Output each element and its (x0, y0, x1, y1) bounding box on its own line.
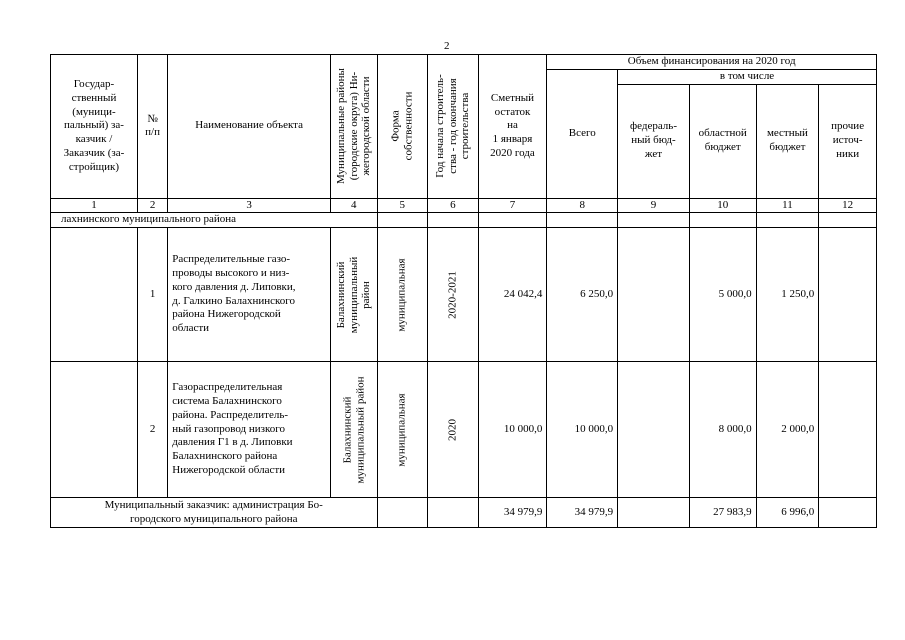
table-row (51, 362, 877, 498)
summary-federal (618, 498, 690, 528)
row-number: 2 (137, 362, 167, 498)
header-local: местный бюджет (756, 84, 819, 198)
header-years: Год начала строитель- ства - год окончания строительства (428, 55, 479, 199)
summary-estimate: 34 979,9 (478, 498, 547, 528)
regional-amount: 8 000,0 (689, 362, 756, 498)
section-title: лахнинского муниципального района (51, 213, 378, 228)
district: Балахнинский муниципальный район (331, 228, 378, 362)
years: 2020 (428, 362, 479, 498)
district: Балахнинский муниципальный район (331, 362, 378, 498)
column-number: 8 (547, 198, 618, 213)
estimate-balance: 24 042,4 (478, 228, 547, 362)
column-number: 9 (618, 198, 690, 213)
header-total: Всего (547, 69, 618, 198)
estimate-balance: 10 000,0 (478, 362, 547, 498)
summary-other (819, 498, 877, 528)
federal-amount (618, 362, 690, 498)
column-number: 5 (377, 198, 428, 213)
column-number-row (51, 198, 877, 213)
object-name: Газораспределительная система Балахнинского района. Распределитель- ный газопровод низкого давления Г1 в д. Липовки Балахнинского района Нижегородской области (168, 362, 331, 498)
page-number: 2 (444, 40, 450, 52)
column-number: 3 (168, 198, 331, 213)
header-number: № п/п (137, 55, 167, 199)
column-number: 4 (331, 198, 378, 213)
row-number: 1 (137, 228, 167, 362)
summary-local: 6 996,0 (756, 498, 819, 528)
ownership: муниципальная (377, 228, 428, 362)
header-other: прочие источ- ники (819, 84, 877, 198)
object-name: Распределительные газо- проводы высокого и низ- кого давления д. Липовки, д. Галкино Балахнинского района Нижегородской области (168, 228, 331, 362)
regional-amount: 5 000,0 (689, 228, 756, 362)
column-number: 6 (428, 198, 479, 213)
column-number: 11 (756, 198, 819, 213)
years: 2020-2021 (428, 228, 479, 362)
column-number: 12 (819, 198, 877, 213)
local-amount: 2 000,0 (756, 362, 819, 498)
column-number: 7 (478, 198, 547, 213)
header-districts: Муниципальные районы (городские округа) Ни- жегородской области (331, 55, 378, 199)
financing-table (50, 54, 877, 528)
summary-label: Муниципальный заказчик: администрация Бо- городского муниципального района (51, 498, 378, 528)
total-amount: 6 250,0 (547, 228, 618, 362)
summary-total: 34 979,9 (547, 498, 618, 528)
column-number: 2 (137, 198, 167, 213)
ownership: муниципальная (377, 362, 428, 498)
federal-amount (618, 228, 690, 362)
header-object-name: Наименование объекта (168, 55, 331, 199)
header-estimate-balance: Сметный остаток на 1 января 2020 года (478, 55, 547, 199)
header-including: в том числе (618, 69, 877, 84)
header-ownership: Форма собственности (377, 55, 428, 199)
column-number: 1 (51, 198, 138, 213)
header-federal: федераль- ный бюд- жет (618, 84, 690, 198)
table-row (51, 228, 877, 362)
other-amount (819, 228, 877, 362)
header-regional: областной бюджет (689, 84, 756, 198)
summary-regional: 27 983,9 (689, 498, 756, 528)
header-customer: Государ- ственный (муници- пальный) за- казчик / Заказчик (за- стройщик) (51, 55, 138, 199)
summary-row (51, 498, 877, 528)
header-financing-volume: Объем финансирования на 2020 год (547, 55, 877, 70)
section-row (51, 213, 877, 228)
column-number: 10 (689, 198, 756, 213)
total-amount: 10 000,0 (547, 362, 618, 498)
other-amount (819, 362, 877, 498)
local-amount: 1 250,0 (756, 228, 819, 362)
